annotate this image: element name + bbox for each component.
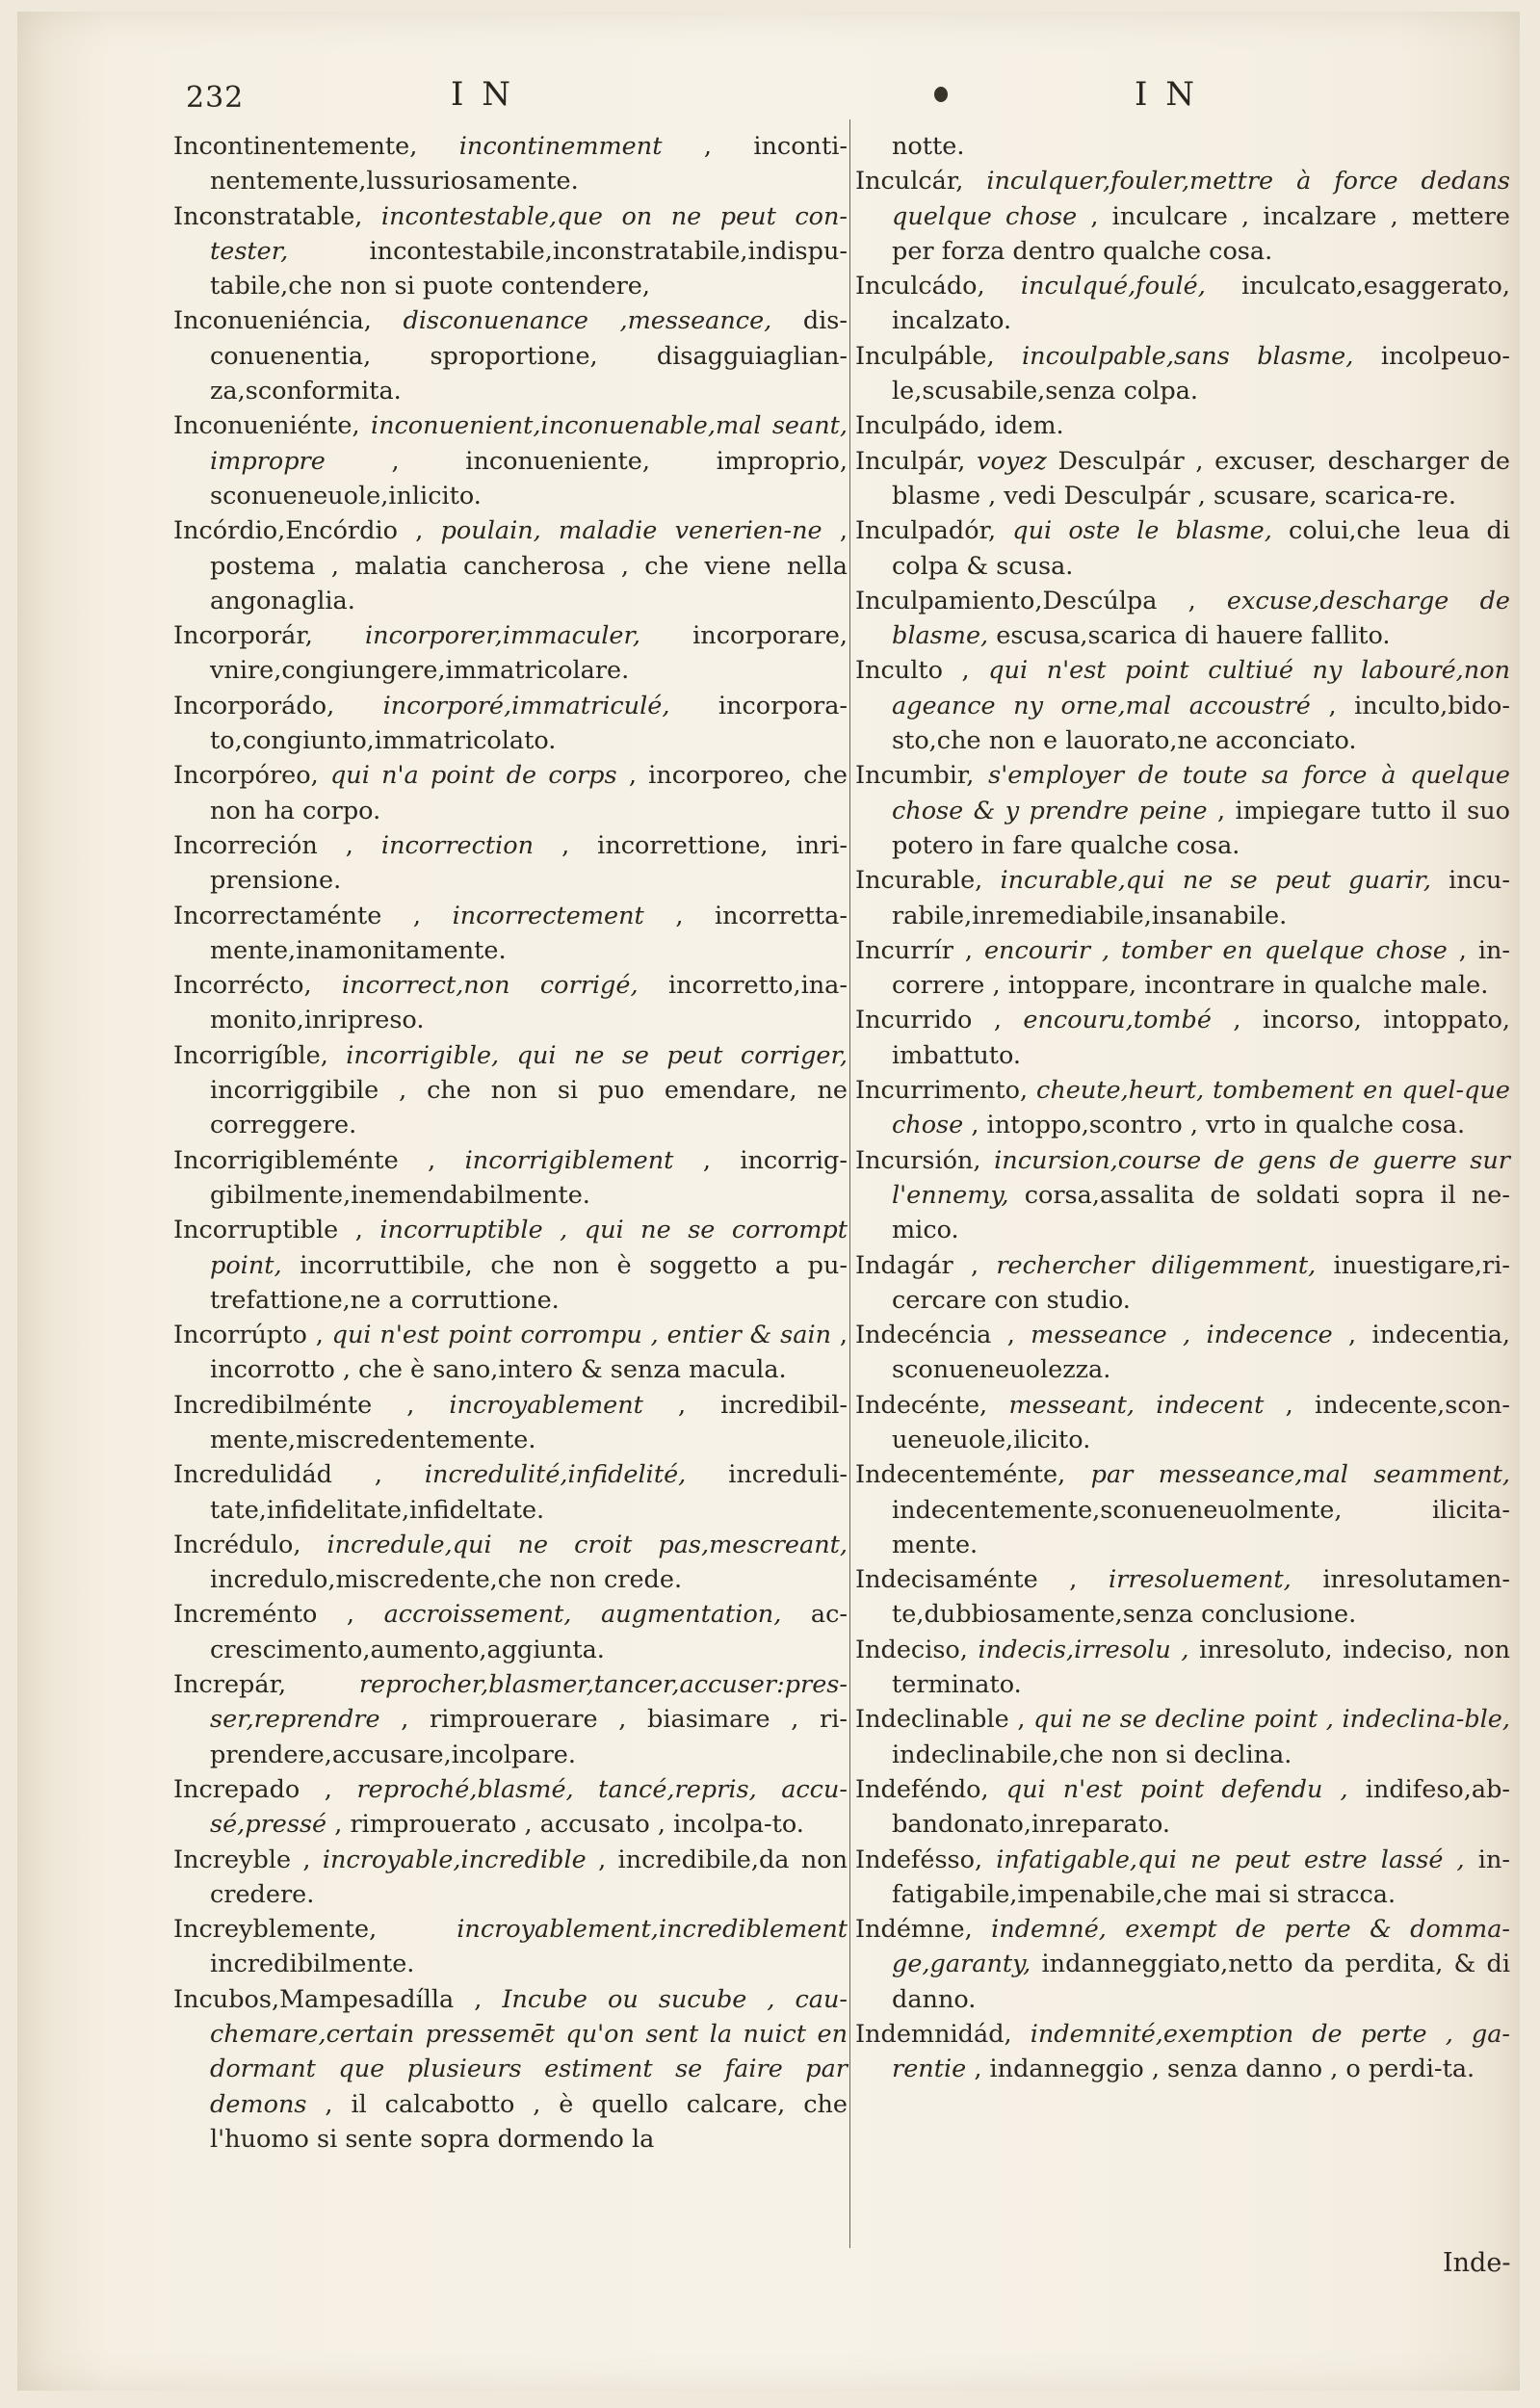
italian-gloss: incorruttibile, che non è soggetto a pu-trefattione,ne a corruttione. [210, 1250, 848, 1315]
italian-gloss: , inculto,bido-sto,che non e lauorato,ne acconciato. [892, 691, 1510, 756]
headword: Indeféssо, [855, 1845, 983, 1874]
dictionary-entry [173, 1982, 848, 2157]
dictionary-entry [855, 408, 1510, 443]
headword: Indagár , [855, 1250, 979, 1280]
italian-gloss: colui,che leua di colpa & scusa. [892, 516, 1511, 581]
french-gloss: incorrigiblement [464, 1145, 674, 1175]
left-column [173, 129, 848, 2157]
french-gloss: incorporé,immatriculé, [382, 691, 670, 720]
dictionary-entry [173, 689, 848, 759]
french-gloss: qui n'a point de corps [329, 761, 617, 791]
dictionary-entry [855, 758, 1510, 863]
dictionary-entry [855, 1388, 1510, 1458]
french-gloss: incorrect,non corrigé, [341, 971, 639, 1001]
italian-gloss: , indecentia, sconueneuolezza. [892, 1321, 1511, 1385]
italian-gloss: in-fatigabile,impenabile,che mai si stracca. [892, 1845, 1510, 1909]
italian-gloss: , incorrig-gibilmente,inemendabilmente. [210, 1145, 848, 1210]
french-gloss: incoulpable,sans blasme, [1022, 341, 1354, 371]
french-gloss: incorruptible , qui ne se corrompt point, [210, 1216, 848, 1280]
dictionary-entry [855, 1143, 1510, 1248]
headword: Incontinentemente, [173, 132, 418, 161]
headword: Incredulidád , [173, 1460, 382, 1490]
dictionary-entry [855, 2017, 1510, 2087]
headword: Indeciso, [855, 1635, 968, 1664]
dictionary-entry [855, 164, 1510, 269]
french-gloss: rechercher diligemment, [996, 1250, 1317, 1280]
dictionary-entry [173, 1528, 848, 1598]
french-gloss: inculqué,foulé, [1020, 272, 1206, 301]
italian-gloss: ac-crescimento,aumento,aggiunta. [210, 1600, 848, 1664]
italian-gloss: , incorretta-mente,inamonitamente. [210, 901, 848, 965]
page-number: 232 [186, 81, 245, 115]
french-gloss: poulain, maladie venerien-ne [440, 516, 822, 546]
headword: Incorruptible , [173, 1216, 363, 1245]
italian-gloss: incorriggibile , che non si puo emendare, ne correggere. [210, 1076, 848, 1140]
running-head-left: I N [451, 75, 514, 114]
italian-gloss: , indecente,scon-ueneuole,ilicito. [892, 1390, 1511, 1454]
italian-gloss: , incorso, intoppato, imbattuto. [892, 1006, 1511, 1070]
italian-gloss: , il calcabotto , è quello calcare, che l'huomo si sente sopra dormendo la [210, 2089, 848, 2154]
headword: Increpado , [173, 1774, 332, 1804]
dictionary-entry [855, 653, 1510, 758]
headword: Indemnidád, [855, 2020, 1012, 2050]
french-gloss: accroissement, augmentation, [383, 1600, 782, 1630]
dictionary-entry [173, 1213, 848, 1318]
headword: Incorrigibleménte , [173, 1145, 436, 1175]
french-gloss: messeance , indecence [1031, 1321, 1333, 1350]
ornament-dot [934, 87, 948, 102]
dictionary-entry [855, 1248, 1510, 1319]
french-gloss: qui n'est point cultiué ny labouré,non ageance ny orne,mal accoustré [892, 656, 1510, 720]
french-gloss: voyez [977, 446, 1047, 476]
italian-gloss: inresoluto, indeciso, non terminato. [892, 1635, 1510, 1700]
dictionary-entry [173, 199, 848, 304]
dictionary-entry [855, 1073, 1510, 1143]
french-gloss: incroyablement,incrediblement [457, 1915, 848, 1945]
headword: Indémne, [855, 1915, 973, 1945]
french-gloss: infatigable,qui ne peut estre lassé , [996, 1845, 1465, 1874]
french-gloss: incorrection [380, 830, 535, 860]
headword: Incurrír , [855, 935, 973, 965]
french-gloss: s'employer de toute sa force à quelque chose & y prendre peine [892, 761, 1510, 825]
dictionary-entry [855, 269, 1510, 339]
italian-gloss: escusa,scarica di hauere fallito. [996, 621, 1391, 651]
french-gloss: qui oste le blasme, [1012, 516, 1272, 546]
french-gloss: irresoluement, [1108, 1565, 1292, 1595]
dictionary-entry [173, 408, 848, 513]
french-gloss: excuse,descharge de blasme, [892, 586, 1510, 651]
italian-gloss: , in-correre , intoppare, incontrare in qualche male. [892, 935, 1511, 1001]
column-divider [849, 119, 850, 2248]
headword: Indecéncia , [855, 1321, 1015, 1350]
french-gloss: reprocher,blasmer,tancer,accuser:pres-ser,reprendre [210, 1670, 848, 1735]
headword: Inculpamiento,Descúlpa , [855, 586, 1196, 615]
italian-gloss: incredulo,miscredente,che non crede. [210, 1565, 683, 1595]
french-gloss: qui ne se decline point , indeclina-ble, [1033, 1705, 1511, 1735]
headword: Indeclinable , [855, 1705, 1026, 1735]
headword: Inculto , [855, 656, 970, 686]
italian-gloss: , rimprouerare , biasimare , ri-prendere,accusare,incolpare. [210, 1705, 848, 1769]
headword: Incorporár, [173, 621, 313, 651]
headword: Incorporádo, [173, 691, 335, 720]
dictionary-entry [855, 1633, 1510, 1703]
dictionary-entry [173, 899, 848, 969]
italian-gloss: incu-rabile,inremediabile,insanabile. [892, 866, 1511, 930]
headword: Inconueniénte, [173, 411, 360, 441]
dictionary-entry [173, 1143, 848, 1214]
dictionary-entry [855, 1772, 1510, 1843]
headword: Inconueniéncia, [173, 306, 372, 336]
headword: Inculpadór, [855, 516, 997, 546]
dictionary-entry [855, 1843, 1510, 1913]
french-gloss: indemnité,exemption de perte , ga-rentie [892, 2020, 1511, 2084]
headword: Inculcádo, [855, 272, 985, 301]
french-gloss: incorrectement [452, 901, 644, 930]
dictionary-entry [855, 339, 1510, 409]
dictionary-entry [173, 1038, 848, 1143]
headword: Incurrimento, [855, 1076, 1029, 1106]
headword: Indeféndo, [855, 1774, 989, 1804]
headword: Inculpádo, [855, 411, 987, 441]
dictionary-entry [855, 863, 1510, 933]
french-gloss: incroyablement [449, 1390, 643, 1420]
dictionary-entry [173, 1667, 848, 1772]
italian-gloss: indanneggiato,netto da perdita, & di danno. [892, 1950, 1510, 2014]
italian-gloss: incontestabile,inconstratabile,indispu-tabile,che non si puote contendere, [210, 236, 848, 301]
headword: Incorpóreo, [173, 761, 319, 791]
headword: Incorreción , [173, 830, 353, 860]
french-gloss: inculquer,fouler,mettre à force dedans quelque chose [892, 167, 1511, 231]
italian-gloss: incorretto,ina-monito,inripreso. [210, 971, 848, 1035]
headword: Indecisaménte , [855, 1565, 1078, 1595]
headword: Incorrécto, [173, 971, 312, 1001]
headword: Indecenteménte, [855, 1460, 1066, 1490]
book-page [17, 12, 1520, 2391]
headword: Increpár, [173, 1670, 287, 1700]
dictionary-entry [173, 1772, 848, 1843]
catchword: Inde- [1443, 2248, 1511, 2278]
dictionary-entry [855, 1702, 1510, 1772]
italian-gloss: inresolutamen-te,dubbiosamente,senza conclusione. [892, 1565, 1511, 1630]
italian-gloss: indeclinabile,che non si declina. [892, 1740, 1292, 1769]
french-gloss: incroyable,incredible [322, 1845, 587, 1874]
italian-gloss: indifeso,ab-bandonato,inreparato. [892, 1774, 1511, 1840]
italian-gloss: , postema , malatia cancherosa , che viene nella angonaglia. [210, 516, 848, 615]
italian-gloss: , rimprouerato , accusato , incolpa-to. [334, 1810, 804, 1840]
dictionary-entry [173, 1318, 848, 1388]
french-gloss: incredulité,infidelité, [424, 1460, 687, 1490]
headword: Increménto , [173, 1600, 355, 1630]
french-gloss: incontestable,que on ne peut con-tester, [210, 201, 848, 266]
french-gloss: incursion,course de gens de guerre sur l'ennemy, [892, 1145, 1510, 1210]
dictionary-entry [855, 444, 1510, 514]
italian-gloss: incredibilmente. [210, 1950, 415, 1979]
italian-gloss: , incredibile,da non credere. [210, 1845, 848, 1909]
headword: Inculcár, [855, 167, 964, 196]
italian-gloss: notte. [892, 132, 965, 161]
italian-gloss: , indanneggio , senza danno , o perdi-ta. [974, 2055, 1475, 2084]
dictionary-entry [173, 1843, 848, 1913]
dictionary-entry [173, 1457, 848, 1528]
headword: Incórdio,Encórdio , [173, 516, 424, 546]
dictionary-entry [173, 758, 848, 828]
headword: Incurable, [855, 866, 983, 896]
page-header [17, 71, 1520, 119]
headword: Increyble , [173, 1845, 311, 1874]
dictionary-entry [855, 1562, 1510, 1633]
italian-gloss: indecentemente,sconueneuolmente, ilicita-mente. [892, 1495, 1510, 1559]
french-gloss: encouru,tombé [1023, 1006, 1212, 1035]
italian-gloss: , inconti-nentemente,lussuriosamente. [210, 132, 848, 196]
headword: Incurrido , [855, 1006, 1002, 1035]
headword: Incorrectaménte , [173, 901, 422, 930]
headword: Incorrigíble, [173, 1040, 328, 1070]
dictionary-entry [173, 129, 848, 199]
italian-gloss: , inculcare , incalzare , mettere per forza dentro qualche cosa. [892, 201, 1511, 266]
italian-gloss: corsa,assalita de soldati sopra il ne-mico. [892, 1180, 1510, 1245]
dictionary-entry [173, 828, 848, 899]
dictionary-entry [173, 303, 848, 408]
headword: Incrédulo, [173, 1530, 301, 1559]
italian-gloss: , impiegare tutto il suo potero in fare qualche cosa. [892, 796, 1510, 860]
french-gloss: Incube ou sucube , cau-chemare,certain pressemēt qu'on sent la nuict en dormant que plusieurs estiment se faire par demons [210, 1984, 848, 2119]
dictionary-entry [855, 1318, 1510, 1388]
french-gloss: incorporer,immaculer, [365, 621, 641, 651]
right-column [855, 129, 1510, 2087]
french-gloss: qui n'est point defendu , [1005, 1774, 1348, 1804]
headword: Incursión, [855, 1145, 981, 1175]
headword: Indecénte, [855, 1390, 988, 1420]
italian-gloss: incolpeuo-le,scusabile,senza colpa. [892, 341, 1510, 406]
dictionary-entry [855, 1457, 1510, 1562]
french-gloss: par messeance,mal seamment, [1090, 1460, 1510, 1490]
dictionary-entry [173, 618, 848, 689]
italian-gloss: increduli-tate,infidelitate,infideltate. [210, 1460, 848, 1525]
french-gloss: disconuenance ,messeance, [403, 306, 772, 336]
running-head-right: I N [1135, 75, 1198, 114]
italian-gloss: , incorporeo, che non ha corpo. [210, 761, 848, 825]
italian-gloss: idem. [994, 411, 1064, 441]
italian-gloss: , incorrettione, inri-prensione. [210, 830, 848, 896]
french-gloss: reproché,blasmé, tancé,repris, accu-sé,pressé [210, 1774, 848, 1840]
italian-gloss: , intoppo,scontro , vrto in qualche cosa. [971, 1111, 1466, 1140]
dictionary-entry [173, 1388, 848, 1458]
dictionary-entry [855, 1912, 1510, 2017]
italian-gloss: , incorrotto , che è sano,intero & senza macula. [210, 1321, 848, 1385]
dictionary-entry [173, 1597, 848, 1667]
french-gloss: inconuenient,inconuenable,mal seant, impropre [210, 411, 848, 476]
headword: Incorrúpto , [173, 1321, 324, 1350]
dictionary-entry [855, 584, 1510, 654]
french-gloss: indecis,irresolu , [978, 1635, 1189, 1664]
french-gloss: incorrigible, qui ne se peut corriger, [346, 1040, 848, 1070]
headword: Increyblemente, [173, 1915, 378, 1945]
italian-gloss: incorpora-to,congiunto,immatricolato. [210, 691, 848, 756]
italian-gloss: inuestigare,ri-cercare con studio. [892, 1250, 1510, 1315]
french-gloss: incurable,qui ne se peut guarir, [1000, 866, 1431, 896]
french-gloss: qui n'est point corrompu , entier & sain [331, 1321, 832, 1350]
italian-gloss: , incredibil-mente,miscredentemente. [210, 1390, 848, 1454]
french-gloss: encourir , tomber en quelque chose [983, 935, 1448, 965]
headword: Incumbir, [855, 761, 975, 791]
italian-gloss: , inconueniente, improprio, sconueneuole,inlicito. [210, 446, 848, 510]
dictionary-entry [855, 513, 1510, 584]
italian-gloss: incorporare, vnire,congiungere,immatricolare. [210, 621, 848, 686]
french-gloss: messeant, indecent [1008, 1390, 1265, 1420]
dictionary-entry [173, 968, 848, 1038]
italian-gloss: inculcato,esaggerato, incalzato. [892, 272, 1510, 336]
dictionary-entry [855, 129, 1510, 164]
french-gloss: cheute,heurt, tombement en quel-que chose [892, 1076, 1510, 1140]
italian-gloss: dis-conuenentia, sproportione, disagguiaglian-za,sconformita. [210, 306, 848, 406]
dictionary-entry [855, 1003, 1510, 1073]
french-gloss: indemné, exempt de perte & domma-ge,garanty, [892, 1915, 1511, 1979]
headword: Incredibilménte , [173, 1390, 415, 1420]
headword: Inconstratable, [173, 201, 363, 231]
headword: Inculpár, [855, 446, 966, 476]
french-gloss: incontinemment [458, 132, 663, 161]
french-gloss: incredule,qui ne croit pas,mescreant, [326, 1530, 848, 1559]
dictionary-entry [173, 1912, 848, 1982]
dictionary-entry [173, 513, 848, 618]
italian-gloss: Desculpár , excuser, descharger de blasme , vedi Desculpár , scusare, scarica-re. [892, 446, 1510, 510]
dictionary-entry [855, 933, 1510, 1004]
headword: Inculpáble, [855, 341, 995, 371]
headword: Incubos,Mampesadílla , [173, 1984, 483, 2014]
